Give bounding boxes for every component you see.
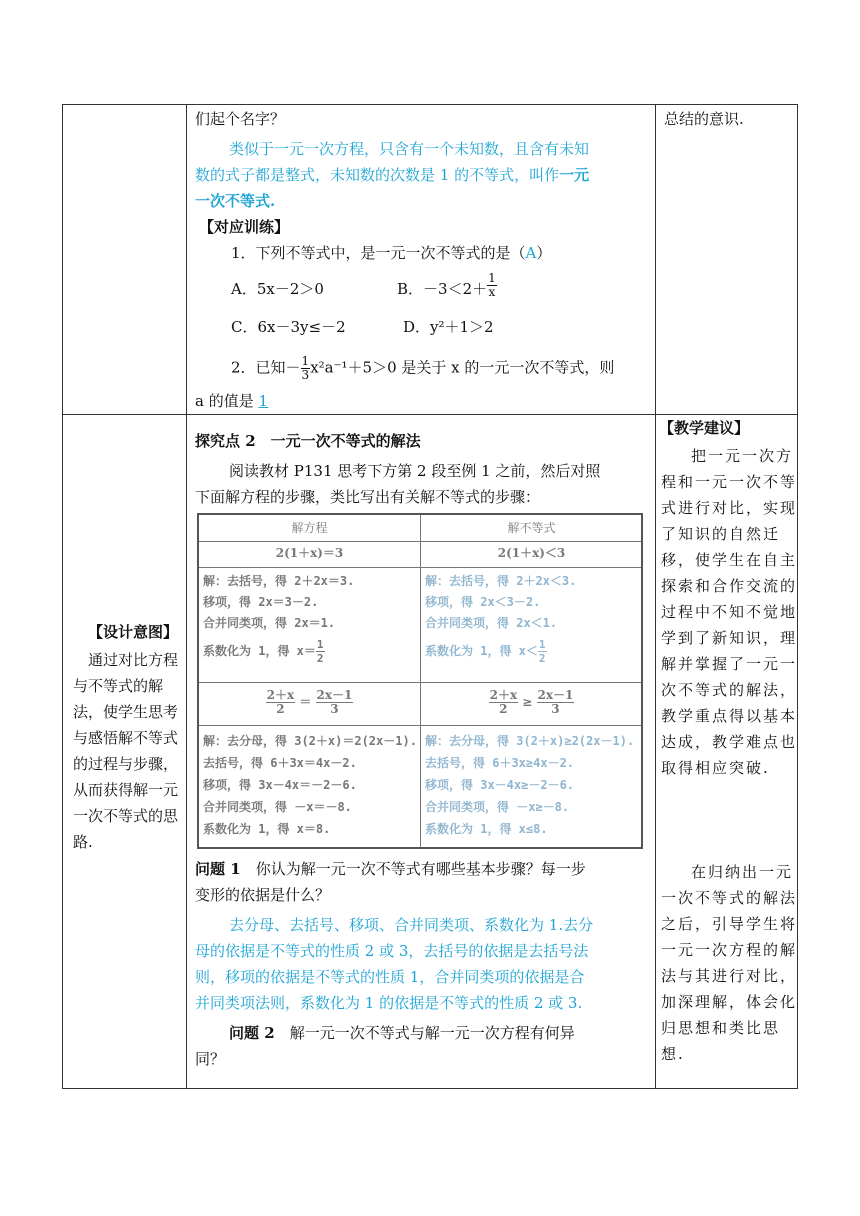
step: 移项，得 3x－4x≥－2－6. [425,778,575,792]
practice-header: 【对应训练】 [199,218,290,236]
question-1: 问题 1 你认为解一元一次不等式有哪些基本步骤？每一步 [195,860,586,878]
header-equation: 解方程 [291,521,328,535]
definition-term: 一次不等式. [195,192,276,210]
step: 解：去分母，得 3(2＋x)≥2(2x－1). [425,734,635,748]
equation-1-steps [203,573,354,665]
lesson-table [62,104,798,1089]
inequality-1: 2(1＋x)＜3 [497,546,566,560]
step: 解：去分母，得 3(2＋x)＝2(2x－1). [203,734,417,748]
option-a: A．5x－2＞0 [231,280,324,298]
equation-2: $\frac{2+x}{2}$ ＝ $\frac{2x-1}{3}$ [266,688,353,716]
step: 合并同类项，得 2x＜1. [425,616,558,630]
step: 合并同类项，得 －x＝－8. [203,800,352,814]
step: 去括号，得 6＋3x≥4x－2. [425,756,575,770]
step: 系数化为 1，得 x≤8. [425,822,548,836]
step: 合并同类项，得 2x＝1. [203,616,336,630]
section-title: 探究点 2 一元一次不等式的解法 [195,432,421,450]
table-rule [199,567,641,568]
step: 解：去括号，得 2＋2x＝3. [203,574,355,588]
question-2: 问题 2 解一元一次不等式与解一元一次方程有何异 [229,1024,575,1042]
option-c: C．6x－3y≤－2 [231,318,346,336]
design-intent-header: 【设计意图】 [88,623,179,641]
step: 系数化为 1，得 x＝ $\frac{1}{2}$ [203,638,324,665]
answer-1-line4: 并同类项法则，系数化为 1 的依据是不等式的性质 2 或 3. [195,994,583,1012]
right-top-text: 总结的意识. [664,110,744,128]
step: 合并同类项，得 －x≥－8. [425,800,570,814]
step: 去括号，得 6＋3x＝4x－2. [203,756,357,770]
table-rule [199,541,641,542]
teaching-advice-para1: 把一元一次方程和一元一次不等式进行对比，实现了知识的自然迁移，使学生在自主探索和合作交流的过程中不知不觉地学到了新知识，理解并掌握了一元一次不等式的解法，教学重点得以基本达成，教学难点也取得相应突破. [661,447,798,777]
practice-q2-line2: a 的值是 1 [195,392,269,410]
row-divider [63,414,797,415]
reading-instruction-2: 下面解方程的步骤，类比写出有关解不等式的步骤： [195,488,541,506]
definition-line-1: 类似于一元一次方程，只含有一个未知数，且含有未知 [229,140,590,158]
equation-2-steps [203,733,417,838]
question-2-line2: 同？ [195,1050,226,1068]
table-rule [199,725,641,726]
step: 系数化为 1，得 x＝8. [203,822,331,836]
answer-1-line2: 母的依据是不等式的性质 2 或 3，去括号的依据是去括号法 [195,942,589,960]
answer-1-line3: 则，移项的依据是不等式的性质 1，合并同类项的依据是合 [195,968,585,986]
equation-1: 2(1＋x)＝3 [275,546,344,560]
answer-1-line1: 去分母、去括号、移项、合并同类项、系数化为 1.去分 [229,916,594,934]
definition-line-2: 数的式子都是整式，未知数的次数是 1 的不等式，叫作一元 [195,166,590,184]
step: 移项，得 2x＜3－2. [425,595,541,609]
inequality-2-steps [425,733,634,838]
q2-answer: 1 [258,392,269,410]
inequality-2: $\frac{2+x}{2}$ ≥ $\frac{2x-1}{3}$ [489,688,574,716]
step: 系数化为 1，得 x＜ $\frac{1}{2}$ [425,638,546,665]
inequality-1-steps [425,573,576,665]
step: 移项，得 2x＝3－2. [203,595,319,609]
header-inequality: 解不等式 [507,521,556,535]
option-d: D．y²＋1＞2 [403,318,494,336]
design-intent-body: 通过对比方程与不等式的解法，使学生思考与感悟解不等式的过程与步骤，从而获得解一元一次不等式的思路. [73,651,179,851]
table-divider [420,515,421,847]
step: 解：去括号，得 2＋2x＜3. [425,574,577,588]
column-divider-left [186,105,187,1088]
column-divider-right [655,105,656,1088]
question-1-line2: 变形的依据是什么？ [195,886,331,904]
teaching-advice-header: 【教学建议】 [659,419,750,437]
practice-q1: 1．下列不等式中，是一元一次不等式的是（A） [231,244,552,262]
comparison-table [197,513,643,849]
table-rule [199,682,641,683]
step: 移项，得 3x－4x＝－2－6. [203,778,357,792]
option-b: B．－3＜2＋ $\frac{1}{x}$ [397,270,496,299]
intro-line: 们起个名字？ [195,110,286,128]
reading-instruction-1: 阅读教材 P131 思考下方第 2 段至例 1 之前，然后对照 [229,462,601,480]
practice-q2: 2．已知－ $\frac{1}{3}$ x²a⁻¹＋5＞0 是关于 x 的一元一次不等式，则 [231,354,615,382]
teaching-advice-para2: 在归纳出一元一次不等式的解法之后，引导学生将一元一次方程的解法与其进行对比，加深理解，体会化归思想和类比思想. [661,863,798,1063]
